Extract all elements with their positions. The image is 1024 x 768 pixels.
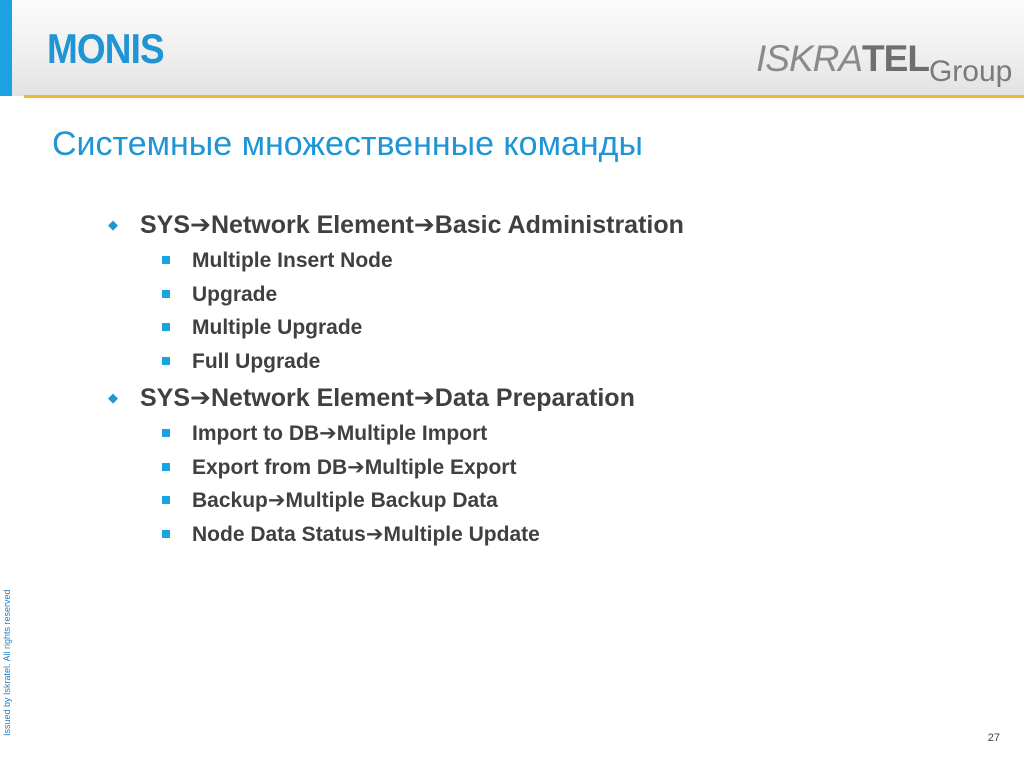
list-item-label: Node Data Status — [192, 522, 366, 546]
path-segment: Network Element — [210, 211, 414, 239]
square-bullet-icon — [162, 496, 170, 504]
list-item — [100, 345, 980, 379]
list-item-label: Multiple Export — [364, 455, 517, 479]
list-item-label: Upgrade — [192, 282, 278, 306]
section-heading — [100, 206, 980, 244]
path-segment: Basic Administration — [434, 211, 684, 239]
logo-iskra-text: ISKRA — [756, 38, 863, 79]
path-segment: SYS — [140, 383, 191, 412]
square-bullet-icon — [162, 290, 170, 298]
page-number: 27 — [987, 732, 1000, 744]
path-segment: SYS — [140, 211, 191, 239]
square-bullet-icon — [162, 256, 170, 264]
arrow-icon: ➔ — [190, 211, 211, 239]
square-bullet-icon — [162, 530, 170, 538]
logo-group-text: Group — [928, 55, 1013, 88]
list-item — [100, 311, 980, 345]
arrow-icon: ➔ — [413, 383, 435, 412]
list-item-label: Backup — [192, 489, 268, 513]
arrow-icon: ➔ — [347, 455, 365, 479]
monis-logo: MONIS — [47, 25, 164, 72]
list-item — [100, 451, 980, 485]
diamond-bullet-icon: ◆ — [108, 217, 118, 232]
list-item-label: Full Upgrade — [192, 350, 321, 374]
arrow-icon: ➔ — [319, 421, 337, 445]
copyright-side-text: Issued by Iskratel. All rights reserved — [2, 589, 12, 736]
list-item — [100, 417, 980, 451]
iskratel-group-logo — [756, 40, 1012, 90]
list-item-label: Multiple Import — [336, 421, 488, 445]
list-item-label: Export from DB — [192, 455, 348, 479]
arrow-icon: ➔ — [413, 211, 435, 239]
list-item-label: Import to DB — [192, 421, 320, 445]
square-bullet-icon — [162, 463, 170, 471]
list-item-label: Multiple Backup Data — [285, 489, 498, 513]
left-accent-stripe — [0, 0, 12, 96]
list-item-label: Multiple Upgrade — [192, 316, 363, 340]
square-bullet-icon — [162, 323, 170, 331]
header-divider — [24, 95, 1024, 98]
list-item — [100, 244, 980, 278]
arrow-icon: ➔ — [267, 489, 286, 513]
list-item-label: Multiple Update — [383, 522, 540, 546]
list-item — [100, 484, 980, 518]
slide-title: Системные множественные команды — [52, 125, 643, 163]
arrow-icon: ➔ — [365, 522, 384, 546]
list-item — [100, 278, 980, 312]
arrow-icon: ➔ — [190, 383, 211, 412]
list-item — [100, 518, 980, 552]
diamond-bullet-icon: ◆ — [108, 389, 118, 405]
square-bullet-icon — [162, 429, 170, 437]
list-item-label: Multiple Insert Node — [192, 249, 393, 272]
path-segment: Network Element — [210, 383, 414, 412]
logo-tel-text: TEL — [862, 38, 929, 79]
path-segment: Data Preparation — [434, 383, 635, 412]
square-bullet-icon — [162, 357, 170, 365]
section-heading — [100, 379, 980, 417]
bullet-list — [100, 206, 980, 552]
